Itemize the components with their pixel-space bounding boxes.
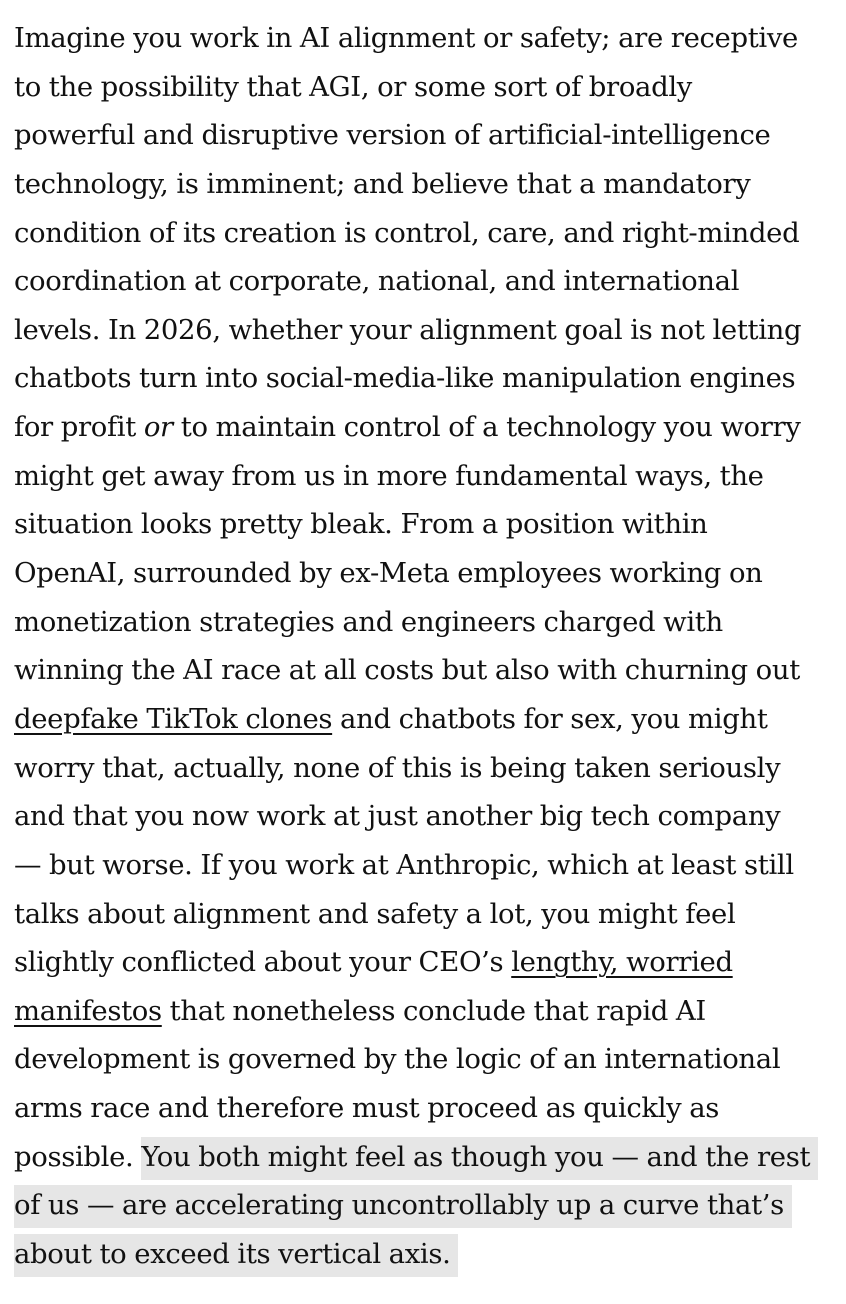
text-line [14,695,844,744]
text-line [14,403,844,452]
text-line [14,938,844,987]
text-span: possible. [14,1140,142,1173]
text-line [14,1181,844,1230]
text-line: Imagine you work in AI alignment or safety; are receptive [14,22,798,54]
text-line: worry that, actually, none of this is being taken seriously [14,751,781,784]
text-span: to maintain control of a technology you worry [172,411,801,444]
text-line: OpenAI, surrounded by ex-Meta employees working on [14,557,763,590]
text-line: powerful and disruptive version of artificial-intelligence [14,119,771,152]
emphasis-text: or [143,411,173,444]
text-line: coordination at corporate, national, and international [14,265,740,298]
text-line: chatbots turn into social-media-like manipulation engines [14,362,796,395]
highlighted-text[interactable]: about to exceed its vertical axis. [14,1234,458,1277]
text-line [14,1230,844,1279]
article-paragraph [14,14,844,1279]
text-line: and that you now work at just another big tech company [14,800,781,833]
text-line: situation looks pretty bleak. From a position within [14,508,708,541]
text-line: — but worse. If you work at Anthropic, which at least still [14,848,794,881]
manifestos-link-part1[interactable]: lengthy, worried [511,946,733,979]
deepfake-tiktok-clones-link[interactable]: deepfake TikTok clones [14,702,333,735]
text-span: that nonetheless conclude that rapid AI [161,994,706,1027]
text-line: might get away from us in more fundamental ways, the [14,459,764,492]
text-line [14,1133,844,1182]
text-span: and chatbots for sex, you might [332,702,768,735]
text-line: levels. In 2026, whether your alignment goal is not letting [14,313,802,346]
text-line: winning the AI race at all costs but also with churning out [14,654,800,687]
text-line: arms race and therefore must proceed as quickly as [14,1092,720,1125]
text-line: monetization strategies and engineers charged with [14,605,723,638]
manifestos-link-part2[interactable]: manifestos [14,994,162,1027]
text-line: technology, is imminent; and believe that a mandatory [14,167,751,200]
text-line: condition of its creation is control, care, and right-minded [14,216,800,249]
highlighted-text[interactable]: You both might feel as though you — and the rest [141,1137,818,1180]
highlighted-text[interactable]: of us — are accelerating uncontrollably up a curve that’s [14,1185,792,1228]
text-span: slightly conflicted about your CEO’s [14,946,512,979]
text-line [14,987,844,1036]
text-line: development is governed by the logic of an international [14,1043,781,1076]
text-line: to the possibility that AGI, or some sort of broadly [14,70,692,103]
text-line: talks about alignment and safety a lot, you might feel [14,897,736,930]
text-span: for profit [14,411,144,444]
